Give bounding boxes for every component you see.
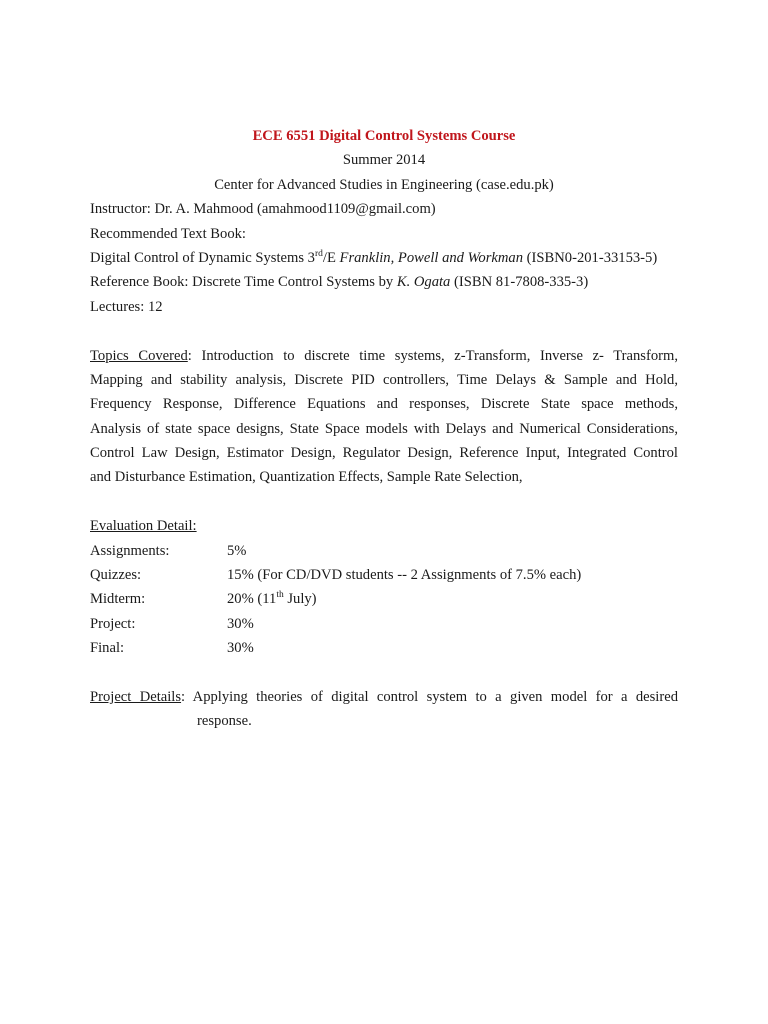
- evaluation-item-value: [227, 587, 317, 611]
- midterm-date-sup: th: [276, 590, 284, 601]
- evaluation-row: [90, 539, 678, 563]
- project-line: response.: [197, 713, 252, 730]
- evaluation-row: [90, 587, 678, 611]
- midterm-date: July): [283, 591, 317, 608]
- document-page: [90, 124, 678, 734]
- institution-line: Center for Advanced Studies in Engineering (case.edu.pk): [214, 176, 554, 193]
- evaluation-label: Evaluation Detail:: [90, 518, 197, 535]
- textbook-title: Digital Control of Dynamic Systems 3: [90, 249, 315, 266]
- evaluation-item-value: 5%: [227, 542, 247, 559]
- evaluation-row: [90, 612, 678, 636]
- evaluation-item-value: 30%: [227, 615, 254, 632]
- topics-line: Control Law Design, Estimator Design, Regulator Design, Reference Input, Integrated Control: [90, 445, 678, 462]
- evaluation-item-name: Midterm:: [90, 591, 146, 608]
- evaluation-heading: [90, 514, 678, 538]
- textbook-edition: /E: [322, 249, 340, 266]
- course-title: ECE 6551 Digital Control Systems Course: [252, 128, 516, 144]
- topics-line: Mapping and stability analysis, Discrete PID controllers, Time Delays & Sample and Hold,: [90, 371, 678, 388]
- reference-line: [90, 270, 678, 294]
- spacer: [90, 319, 678, 343]
- textbook-edition-sup: rd: [314, 248, 323, 259]
- recommended-label: Recommended Text Book:: [90, 225, 246, 242]
- course-term: Summer 2014: [342, 152, 426, 169]
- evaluation-row: [90, 636, 678, 660]
- spacer: [90, 661, 678, 685]
- spacer: [90, 490, 678, 514]
- midterm-value: 20% (11: [227, 591, 277, 608]
- topics-line: and Disturbance Estimation, Quantization Effects, Sample Rate Selection,: [90, 469, 523, 486]
- topics-section: [90, 344, 678, 490]
- evaluation-item-name: Assignments:: [90, 542, 170, 559]
- reference-author: K. Ogata: [396, 274, 451, 291]
- topics-text: : Introduction to discrete time systems, z-Transform, Inverse z- Transform,: [187, 347, 678, 364]
- textbook-authors: Franklin, Powell and Workman: [339, 249, 524, 266]
- topics-line: Analysis of state space designs, State Space models with Delays and Numerical Considerations,: [90, 420, 678, 437]
- lectures-line: Lectures: 12: [90, 298, 163, 315]
- topics-line: [90, 344, 678, 368]
- topics-label: Topics Covered: [90, 347, 188, 364]
- evaluation-item-value: 30%: [227, 640, 254, 657]
- reference-isbn: (ISBN 81-7808-335-3): [450, 274, 589, 291]
- project-section: [90, 685, 678, 734]
- topics-line: Frequency Response, Difference Equations and responses, Discrete State space methods,: [90, 396, 678, 413]
- instructor-line: Instructor: Dr. A. Mahmood (amahmood1109@gmail.com): [90, 201, 436, 218]
- evaluation-section: [90, 514, 678, 660]
- reference-title: Reference Book: Discrete Time Control Systems by: [90, 274, 397, 291]
- project-label: Project Details: [90, 688, 182, 705]
- project-line: [90, 685, 678, 709]
- evaluation-item-value: 15% (For CD/DVD students -- 2 Assignments of 7.5% each): [227, 567, 582, 584]
- evaluation-item-name: Final:: [90, 640, 125, 657]
- textbook-line: [90, 246, 678, 270]
- project-text: : Applying theories of digital control system to a given model for a desired: [181, 688, 678, 705]
- evaluation-item-name: Project:: [90, 615, 136, 632]
- evaluation-row: [90, 563, 678, 587]
- textbook-isbn: (ISBN0-201-33153-5): [523, 249, 658, 266]
- evaluation-item-name: Quizzes:: [90, 567, 142, 584]
